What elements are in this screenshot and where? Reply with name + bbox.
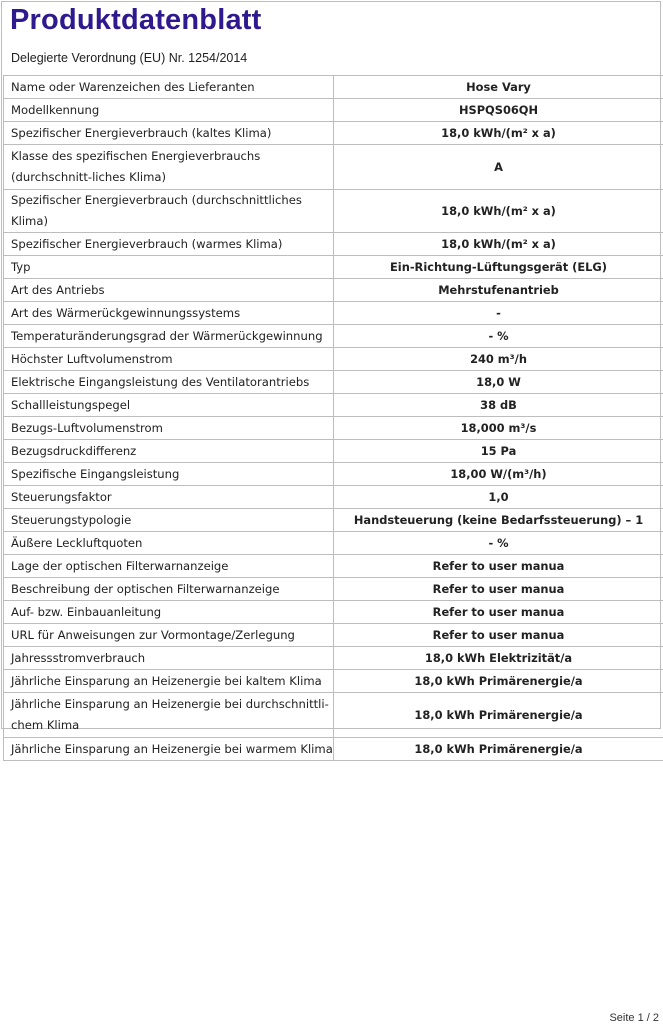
row-label: Jährliche Einsparung an Heizenergie bei kaltem Klima bbox=[4, 670, 334, 693]
row-value: Mehrstufenantrieb bbox=[334, 279, 663, 302]
table-row bbox=[4, 509, 663, 532]
row-label: URL für Anweisungen zur Vormontage/Zerlegung bbox=[4, 624, 334, 647]
row-label: Steuerungstypologie bbox=[4, 509, 334, 532]
table-row bbox=[4, 256, 663, 279]
row-value: 18,0 kWh Elektrizität/a bbox=[334, 647, 663, 670]
row-value: 240 m³/h bbox=[334, 348, 663, 371]
row-label: Lage der optischen Filterwarnanzeige bbox=[4, 555, 334, 578]
table-row bbox=[4, 440, 663, 463]
table-row bbox=[4, 302, 663, 325]
table-row bbox=[4, 738, 663, 761]
table-row bbox=[4, 122, 663, 145]
row-label: Auf- bzw. Einbauanleitung bbox=[4, 601, 334, 624]
table-row bbox=[4, 279, 663, 302]
table-row bbox=[4, 624, 663, 647]
row-value: Ein-Richtung-Lüftungsgerät (ELG) bbox=[334, 256, 663, 279]
row-value: 18,0 W bbox=[334, 371, 663, 394]
row-value: 18,0 kWh Primärenergie/a bbox=[334, 693, 663, 738]
row-label: Jahressstromverbrauch bbox=[4, 647, 334, 670]
row-value: 18,00 W/(m³/h) bbox=[334, 463, 663, 486]
table-row bbox=[4, 371, 663, 394]
row-value: A bbox=[334, 145, 663, 190]
row-value: Refer to user manua bbox=[334, 578, 663, 601]
row-label: Beschreibung der optischen Filterwarnanzeige bbox=[4, 578, 334, 601]
table-row bbox=[4, 76, 663, 99]
row-label: Spezifische Eingangsleistung bbox=[4, 463, 334, 486]
row-label: Spezifischer Energieverbrauch (warmes Klima) bbox=[4, 233, 334, 256]
table-row bbox=[4, 190, 663, 233]
row-label: Äußere Leckluftquoten bbox=[4, 532, 334, 555]
table-row bbox=[4, 555, 663, 578]
row-value: Refer to user manua bbox=[334, 555, 663, 578]
table-row bbox=[4, 670, 663, 693]
table-row bbox=[4, 145, 663, 190]
row-value: Hose Vary bbox=[334, 76, 663, 99]
regulation-reference: Delegierte Verordnung (EU) Nr. 1254/2014 bbox=[11, 51, 248, 65]
row-label: Steuerungsfaktor bbox=[4, 486, 334, 509]
row-value: - bbox=[334, 302, 663, 325]
page-number: Seite 1 / 2 bbox=[609, 1012, 659, 1024]
table-row bbox=[4, 486, 663, 509]
row-label: Modellkennung bbox=[4, 99, 334, 122]
row-label: Temperaturänderungsgrad der Wärmerückgewinnung bbox=[4, 325, 334, 348]
row-label: Klasse des spezifischen Energieverbrauchs (durchschnitt-liches Klima) bbox=[4, 145, 334, 190]
row-label: Elektrische Eingangsleistung des Ventilatorantriebs bbox=[4, 371, 334, 394]
table-row bbox=[4, 601, 663, 624]
row-label: Spezifischer Energieverbrauch (durchschnittliches Klima) bbox=[4, 190, 334, 233]
row-label: Name oder Warenzeichen des Lieferanten bbox=[4, 76, 334, 99]
row-value: 15 Pa bbox=[334, 440, 663, 463]
row-label: Art des Wärmerückgewinnungssystems bbox=[4, 302, 334, 325]
row-value: 38 dB bbox=[334, 394, 663, 417]
table-row bbox=[4, 99, 663, 122]
row-value: - % bbox=[334, 532, 663, 555]
table-row bbox=[4, 348, 663, 371]
row-value: Handsteuerung (keine Bedarfssteuerung) – 1 bbox=[334, 509, 663, 532]
row-value: HSPQS06QH bbox=[334, 99, 663, 122]
datasheet bbox=[1, 1, 661, 756]
row-label: Bezugs-Luftvolumenstrom bbox=[4, 417, 334, 440]
row-label: Typ bbox=[4, 256, 334, 279]
row-label: Höchster Luftvolumenstrom bbox=[4, 348, 334, 371]
row-value: 18,0 kWh/(m² x a) bbox=[334, 233, 663, 256]
row-value: Refer to user manua bbox=[334, 624, 663, 647]
row-label: Spezifischer Energieverbrauch (kaltes Klima) bbox=[4, 122, 334, 145]
product-data-table bbox=[3, 75, 663, 761]
table-row bbox=[4, 647, 663, 670]
row-value: 18,0 kWh/(m² x a) bbox=[334, 190, 663, 233]
row-value: Refer to user manua bbox=[334, 601, 663, 624]
table-row bbox=[4, 417, 663, 440]
row-value: 18,0 kWh/(m² x a) bbox=[334, 122, 663, 145]
table-row bbox=[4, 394, 663, 417]
table-row bbox=[4, 233, 663, 256]
row-value: 18,0 kWh Primärenergie/a bbox=[334, 738, 663, 761]
table-row bbox=[4, 532, 663, 555]
page-title: Produktdatenblatt bbox=[10, 4, 262, 36]
row-value: 18,000 m³/s bbox=[334, 417, 663, 440]
row-value: - % bbox=[334, 325, 663, 348]
row-label: Schallleistungspegel bbox=[4, 394, 334, 417]
table-row bbox=[4, 578, 663, 601]
table-row bbox=[4, 325, 663, 348]
table-row bbox=[4, 463, 663, 486]
row-label: Jährliche Einsparung an Heizenergie bei durchschnittli-chem Klima bbox=[4, 693, 334, 738]
row-value: 1,0 bbox=[334, 486, 663, 509]
table-row bbox=[4, 693, 663, 738]
row-label: Bezugsdruckdifferenz bbox=[4, 440, 334, 463]
row-label: Jährliche Einsparung an Heizenergie bei warmem Klima bbox=[4, 738, 334, 761]
row-label: Art des Antriebs bbox=[4, 279, 334, 302]
row-value: 18,0 kWh Primärenergie/a bbox=[334, 670, 663, 693]
